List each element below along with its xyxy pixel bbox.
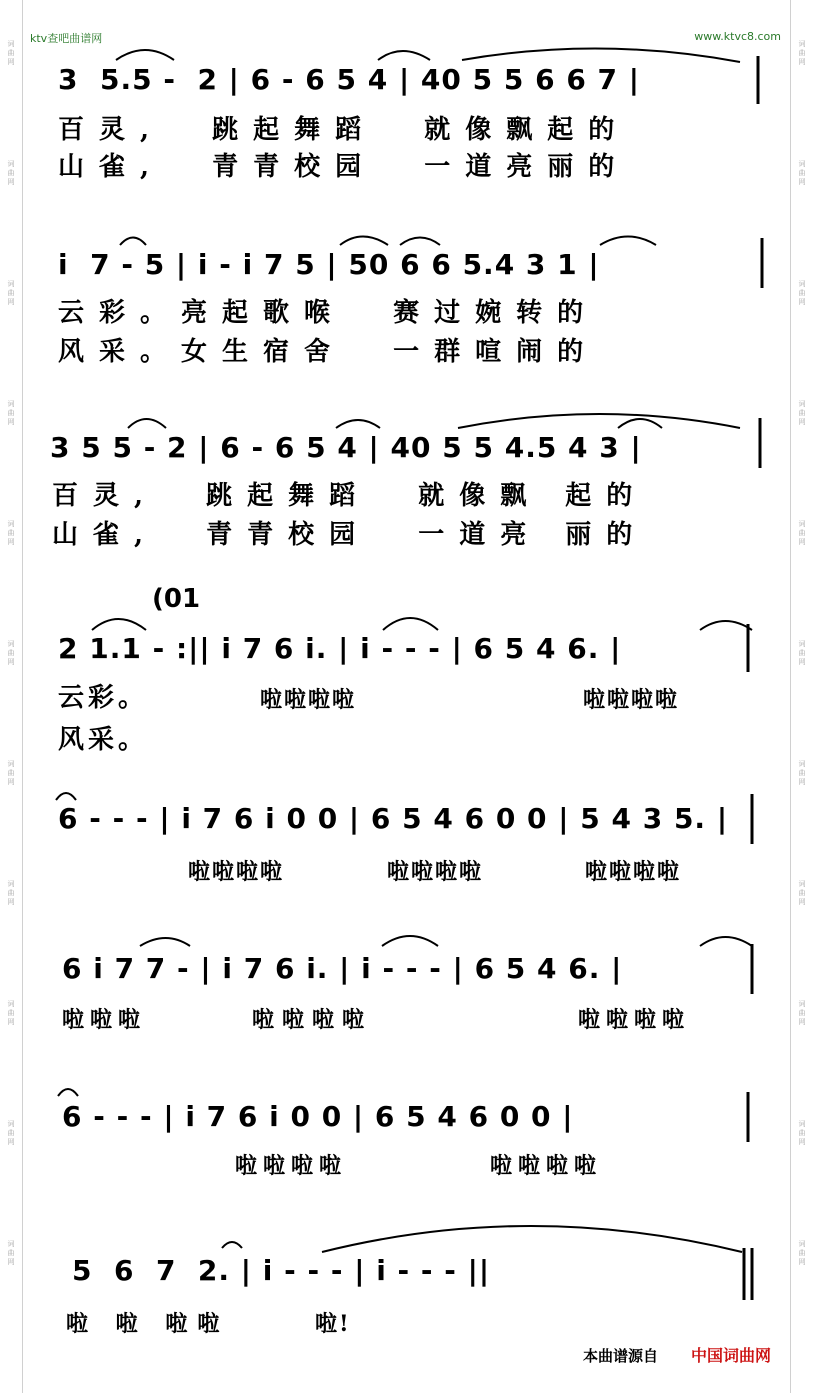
score-line-3-lyric-verse-2: 山雀, 青青校园 一道亮 丽的 [52,520,648,550]
watermark-text: 词 曲 网 [798,1000,806,1026]
score-line-6-la-3: 啦啦啦啦 [578,1007,691,1033]
score-line-2-lyric-verse-1: 云彩。亮起歌喉 赛过婉转的 [58,298,599,328]
slur-mark [116,50,174,60]
score-line-4-la-2: 啦啦啦啦 [583,687,680,713]
footer-source-brand[interactable]: 中国词曲网 [691,1346,772,1365]
score-line-6-notes: 6 i 7 7 - | i 7 6 i. | i - - - | 6 5 4 6. | [62,952,623,985]
slur-mark [322,1226,742,1252]
slur-mark [700,621,752,630]
watermark-text: 词 曲 网 [798,880,806,906]
watermark-text: 词 曲 网 [7,400,15,426]
slur-mark [618,419,662,428]
header-site-left: ktv查吧曲谱网 [30,32,103,45]
left-watermark-strip [0,0,23,1393]
slur-mark [56,793,76,800]
right-watermark-strip [790,0,813,1393]
watermark-text: 词 曲 网 [798,1120,806,1146]
score-line-4-notes: 2 1.1 - :|| i 7 6 i. | i - - - | 6 5 4 6. | [58,632,622,665]
slur-mark [222,1242,242,1248]
watermark-text: 词 曲 网 [7,160,15,186]
score-line-3-notes: 3 5 5 - 2 | 6 - 6 5 4 | 40 5 5 4.5 4 3 | [50,431,642,464]
score-line-7-notes: 6 - - - | i 7 6 i 0 0 | 6 5 4 6 0 0 | [62,1100,574,1133]
watermark-text: 词 曲 网 [7,1120,15,1146]
slur-mark [600,237,656,246]
score-line-2-lyric-verse-2: 风采。女生宿舍 一群喧闹的 [58,337,599,367]
score-line-4-pickup: (01 [152,584,201,614]
slur-mark [340,237,388,246]
slur-mark [462,48,740,62]
slur-mark [382,936,438,946]
watermark-text: 词 曲 网 [7,640,15,666]
slur-mark [700,937,752,946]
watermark-text: 词 曲 网 [798,160,806,186]
score-line-5-la-3: 啦啦啦啦 [585,859,682,885]
score-line-7-la-2: 啦啦啦啦 [490,1153,603,1179]
score-line-8-la-2: 啦! [315,1311,351,1337]
watermark-text: 词 曲 网 [7,1240,15,1266]
slur-mark [58,1089,78,1096]
watermark-text: 词 曲 网 [7,40,15,66]
watermark-text: 词 曲 网 [798,280,806,306]
watermark-text: 词 曲 网 [798,1240,806,1266]
watermark-text: 词 曲 网 [7,280,15,306]
score-line-4-la-1: 啦啦啦啦 [260,687,357,713]
score-line-5-notes: 6 - - - | i 7 6 i 0 0 | 6 5 4 6 0 0 | 5 4 3 5. | [58,802,729,835]
slur-mark [120,238,146,246]
slur-mark [140,938,190,946]
watermark-text: 词 曲 网 [7,880,15,906]
header-site-right: www.ktvc8.com [694,30,781,43]
watermark-text: 词 曲 网 [798,400,806,426]
score-line-1-lyric-verse-2: 山雀, 青青校园 一道亮丽的 [58,152,630,182]
watermark-text: 词 曲 网 [798,760,806,786]
footer-source-label: 本曲谱源自 [583,1347,659,1365]
watermark-text: 词 曲 网 [7,520,15,546]
score-line-4-lyric-verse-1: 云彩。 [58,683,149,713]
slur-mark [400,238,440,246]
watermark-text: 词 曲 网 [798,640,806,666]
watermark-text: 词 曲 网 [798,520,806,546]
score-line-1-lyric-verse-1: 百灵, 跳起舞蹈 就像飘起的 [58,115,630,145]
score-line-6-la-1: 啦啦啦 [62,1007,147,1033]
watermark-text: 词 曲 网 [798,40,806,66]
watermark-text: 词 曲 网 [7,760,15,786]
slur-mark [378,51,430,60]
slur-mark [383,618,438,630]
score-line-5-la-2: 啦啦啦啦 [387,859,484,885]
watermark-text: 词 曲 网 [7,1000,15,1026]
score-line-1-notes: 3 5.5 - 2 | 6 - 6 5 4 | 40 5 5 6 6 7 | [58,63,641,96]
score-line-3-lyric-verse-1: 百灵, 跳起舞蹈 就像飘 起的 [52,481,648,511]
score-line-6-la-2: 啦啦啦啦 [252,1007,373,1033]
slur-mark [458,414,740,428]
score-line-5-la-1: 啦啦啦啦 [188,859,285,885]
slur-mark [92,619,146,630]
score-line-8-la-1: 啦 啦 啦啦 [66,1311,230,1337]
score-line-7-la-1: 啦啦啦啦 [235,1153,348,1179]
slur-mark [128,419,166,428]
slur-mark [336,420,380,428]
score-line-8-notes: 5 6 7 2. | i - - - | i - - - || [72,1254,491,1287]
score-line-2-notes: i 7 - 5 | i - i 7 5 | 50 6 6 5.4 3 1 | [58,248,600,281]
score-line-4-lyric-verse-2: 风采。 [58,725,149,755]
